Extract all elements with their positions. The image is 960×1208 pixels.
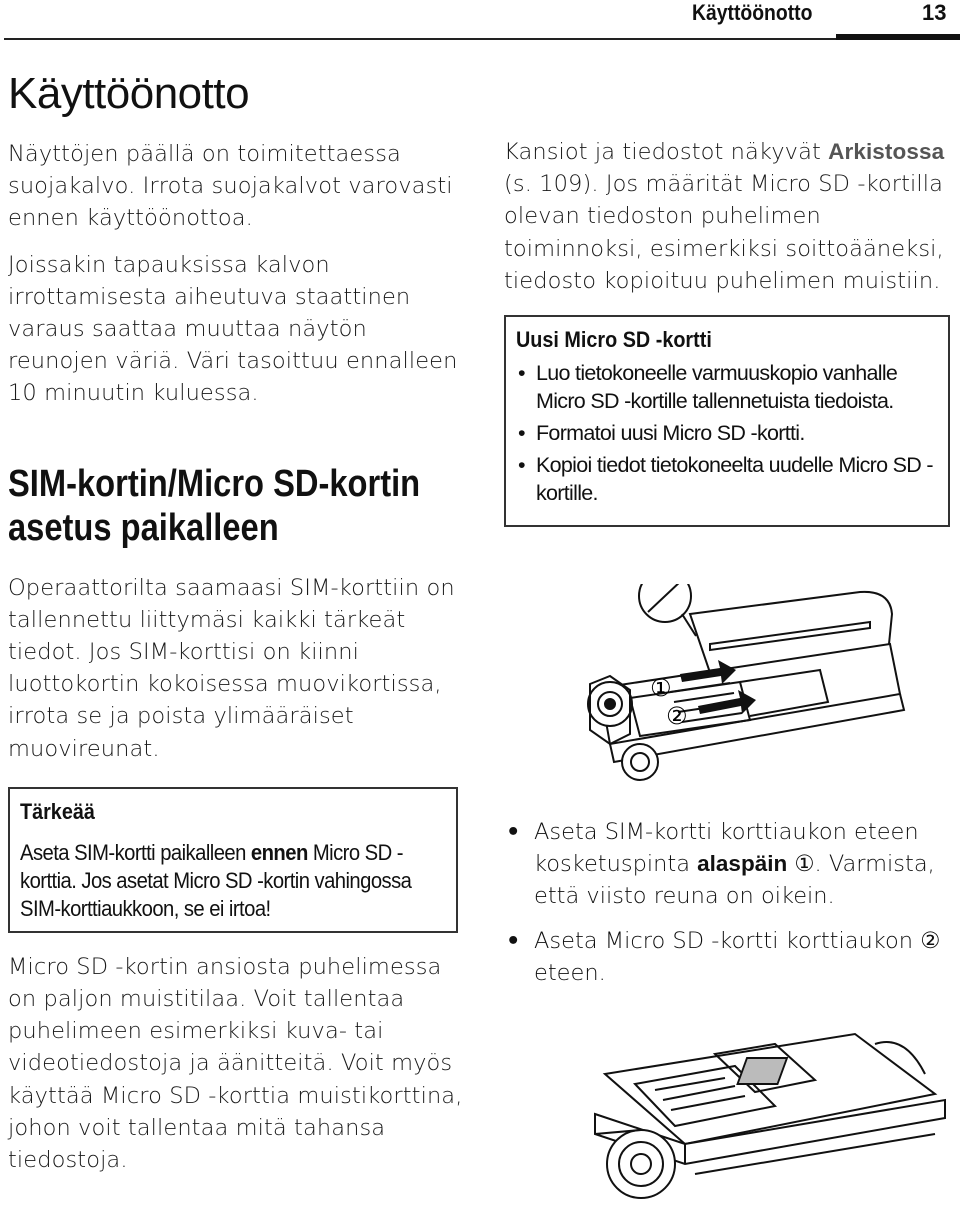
important-note-text: Aseta SIM-kortti paikalleen ennen Micro SD -korttia. Jos asetat Micro SD -kortin vahingossa SIM-korttiaukkoon, se ei irtoa! xyxy=(20,839,412,921)
page-title: Käyttöönotto xyxy=(8,69,250,118)
illustration-label-two: ② xyxy=(666,702,688,730)
header-rule xyxy=(4,38,956,40)
instruction-bullet: • Aseta SIM-kortti korttiaukon eteen kosketuspinta alaspäin ①. Varmista, että viisto reuna on oikein. xyxy=(504,816,952,912)
header-section-title: Käyttöönotto xyxy=(692,0,813,25)
section-heading: SIM-kortin/Micro SD-kortin asetus paikalleen xyxy=(8,462,421,549)
important-note-title: Tärkeää xyxy=(20,798,95,824)
intro-paragraph: Näyttöjen päällä on toimitettaessa suojakalvo. Irrota suojakalvot varovasti ennen käyttöönottoa. xyxy=(8,141,453,232)
page-header xyxy=(0,0,960,44)
micro-sd-paragraph: Micro SD -kortin ansiosta puhelimessa on paljon muistitilaa. Voit tallentaa puhelimeen esimerkiksi kuva- tai videotiedostoja ja äänitteitä. Voit myös käyttää Micro SD -korttia muistikorttina, johon voit tallentaa mitä tahansa tiedostoja. xyxy=(8,953,463,1174)
header-page-number: 13 xyxy=(922,0,947,25)
new-sd-list-item: • Kopioi tiedot tietokoneelta uudelle Micro SD -kortille. xyxy=(516,451,936,507)
right-column xyxy=(504,136,952,527)
static-charge-paragraph: Joissakin tapauksissa kalvon irrottamisesta aiheutuva staattinen varaus saattaa muuttaa näytön reunojen väriä. Väri tasoittuu ennalleen 10 minuutin kuluessa. xyxy=(8,251,458,407)
archive-link[interactable]: Arkistossa xyxy=(828,139,945,164)
card-insert-illustration xyxy=(570,584,950,784)
important-note-bold: ennen xyxy=(250,839,308,865)
new-sd-list-item: • Formatoi uusi Micro SD -kortti. xyxy=(516,419,936,447)
folders-paragraph: Kansiot ja tiedostot näkyvät Arkistossa (s. 109). Jos määrität Micro SD -kortilla olevan tiedoston puhelimen toiminnoksi, esimerkiksi soittoääneksi, tiedosto kopioituu puhelimen muistiin. xyxy=(504,139,945,294)
illustration-label-one: ① xyxy=(650,674,672,702)
sim-paragraph: Operaattorilta saamaasi SIM-korttiin on tallennettu liittymäsi kaikki tärkeät tiedot. Jos SIM-korttisi on kiinni luottokortin kokoisessa muovikortissa, irrota se ja poista ylimääräiset muovireunat. xyxy=(8,574,455,762)
new-sd-list-item: • Luo tietokoneelle varmuuskopio vanhalle Micro SD -kortille tallennetuista tiedoista. xyxy=(516,359,936,415)
new-sd-box xyxy=(504,315,950,527)
instruction-bullets xyxy=(504,816,952,1002)
instruction-bullet: • Aseta Micro SD -kortti korttiaukon ② eteen. xyxy=(504,925,952,989)
left-column xyxy=(8,66,464,1176)
card-inserted-illustration xyxy=(575,1014,955,1204)
new-sd-box-title: Uusi Micro SD -kortti xyxy=(516,327,712,353)
header-page-tab xyxy=(836,34,960,40)
important-note-box xyxy=(8,787,458,933)
new-sd-list xyxy=(516,359,936,507)
